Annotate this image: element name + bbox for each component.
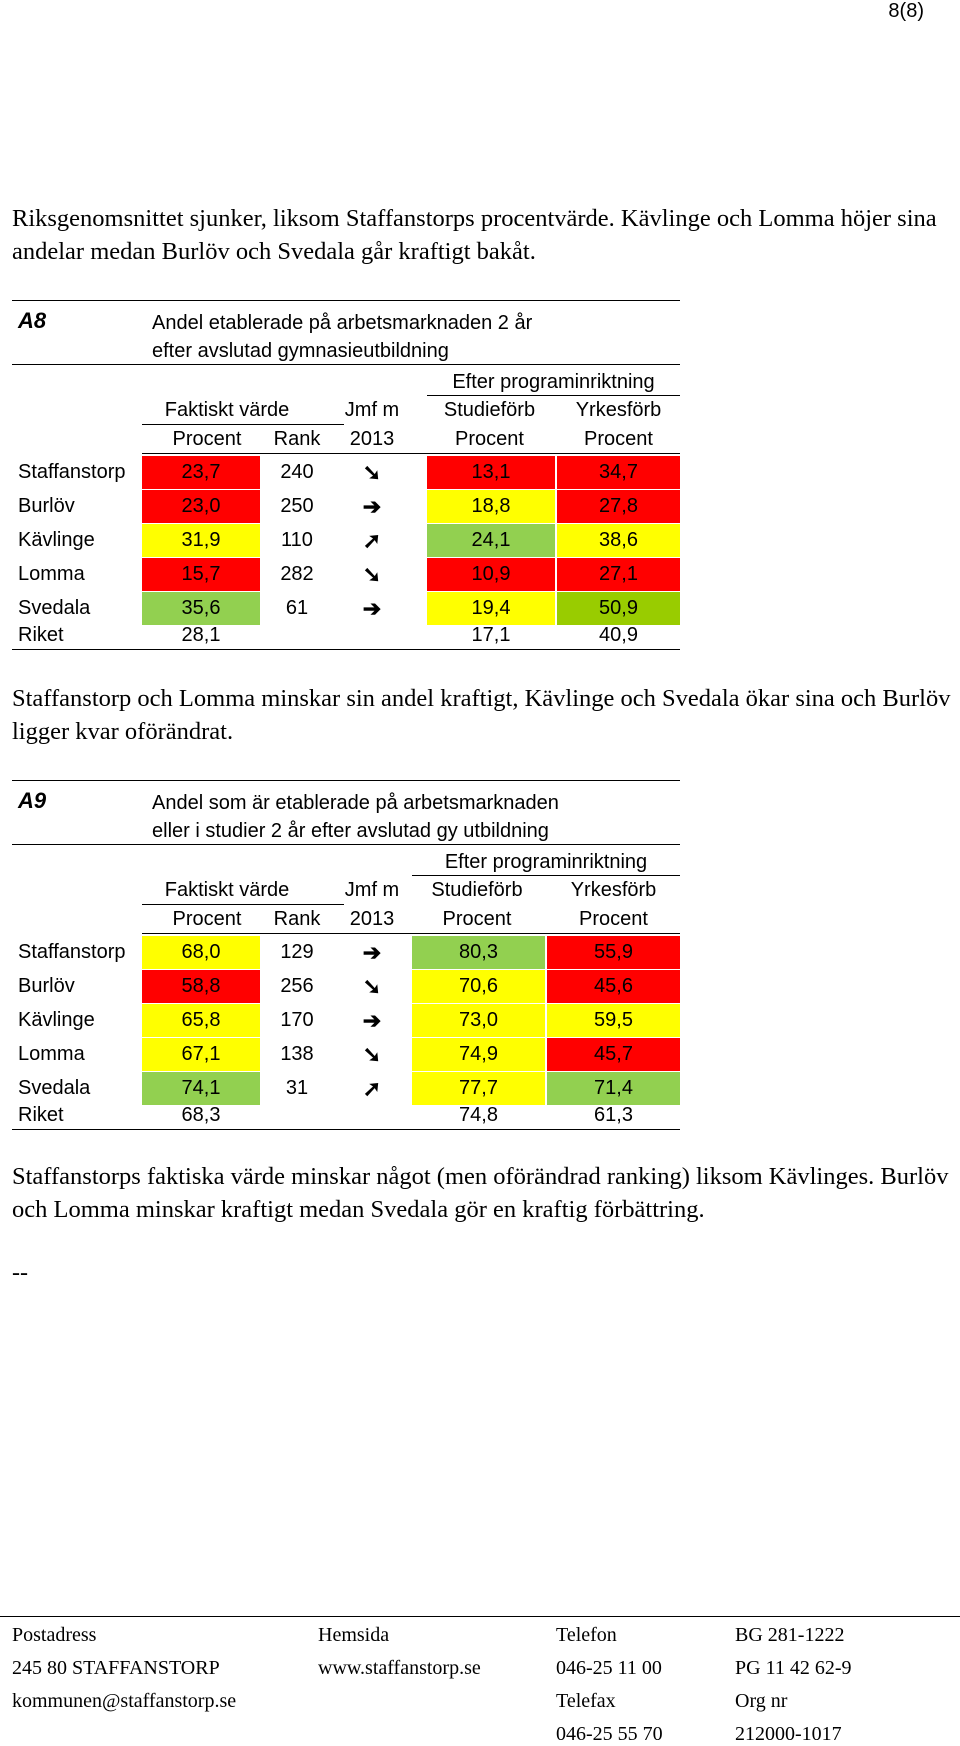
header-voc: Yrkesförb [575, 399, 662, 421]
study-cell: 70,6 [412, 970, 545, 1003]
voc-cell: 38,6 [557, 524, 680, 557]
value-cell: 31,9 [142, 524, 260, 557]
header-voc: Yrkesförb [570, 879, 657, 901]
table-row [12, 558, 680, 591]
sub-voc-percent: Procent [584, 428, 653, 450]
row-name: Kävlinge [18, 529, 95, 551]
rank-cell: 31 [285, 1077, 309, 1099]
row-name: Burlöv [18, 495, 75, 517]
voc-cell: 59,5 [547, 1004, 680, 1037]
study-cell: 77,7 [412, 1072, 545, 1105]
table-a9 [12, 780, 680, 1130]
arrow-down-icon: ➘ [362, 460, 382, 485]
value-cell: 35,6 [142, 592, 260, 625]
sub-year: 2013 [349, 428, 395, 450]
sub-percent: Procent [172, 908, 242, 930]
study-cell: 74,9 [412, 1038, 545, 1071]
footer-phone: 046-25 11 00 [556, 1657, 662, 1679]
sub-study-percent: Procent [455, 428, 524, 450]
footer-postal-address: 245 80 STAFFANSTORP [12, 1657, 220, 1679]
study-cell: 80,3 [412, 936, 545, 969]
header-program: Efter programinriktning [444, 851, 648, 873]
table-row [12, 1004, 680, 1037]
rank-cell: 61 [285, 597, 309, 619]
value-cell: 68,0 [142, 936, 260, 969]
footer-bankgiro: BG 281-1222 [735, 1624, 845, 1646]
value-cell: 65,8 [142, 1004, 260, 1037]
footer-website-label: Hemsida [318, 1624, 390, 1646]
row-name: Staffanstorp [18, 461, 126, 483]
arrow-right-icon: ➔ [362, 1008, 382, 1033]
row-name: Lomma [18, 1043, 85, 1065]
rank-cell: 129 [280, 941, 314, 963]
table-title-line2: efter avslutad gymnasieutbildning [152, 340, 449, 362]
table-row [12, 1038, 680, 1071]
study-cell: 74,8 [459, 1104, 498, 1126]
table-row [12, 490, 680, 523]
table-row [12, 970, 680, 1003]
voc-cell: 71,4 [547, 1072, 680, 1105]
voc-cell: 27,1 [557, 558, 680, 591]
footer-fax: 046-25 55 70 [556, 1723, 663, 1745]
study-cell: 19,4 [427, 592, 555, 625]
paragraph-intro: Riksgenomsnittet sjunker, liksom Staffanstorps procentvärde. Kävlinge och Lomma höjer sina andelar medan Burlöv och Svedala går kraftigt bakåt. [12, 205, 937, 265]
row-name: Staffanstorp [18, 941, 126, 963]
footer-postal-label: Postadress [12, 1624, 97, 1646]
value-cell: 68,3 [181, 1104, 221, 1126]
rank-cell: 240 [280, 461, 314, 483]
rank-cell: 256 [280, 975, 314, 997]
row-name: Riket [18, 624, 64, 646]
study-cell: 73,0 [412, 1004, 545, 1037]
header-study: Studieförb [431, 879, 523, 901]
study-cell: 24,1 [427, 524, 555, 557]
row-name: Kävlinge [18, 1009, 95, 1031]
sub-study-percent: Procent [442, 908, 512, 930]
voc-cell: 40,9 [599, 624, 638, 646]
sub-percent: Procent [172, 428, 242, 450]
value-cell: 74,1 [142, 1072, 260, 1105]
header-actual: Faktiskt värde [164, 399, 290, 421]
value-cell: 28,1 [181, 624, 221, 646]
arrow-down-icon: ➘ [362, 562, 382, 587]
value-cell: 15,7 [142, 558, 260, 591]
table-title-line1: Andel som är etablerade på arbetsmarknaden [152, 792, 559, 814]
rank-cell: 250 [280, 495, 314, 517]
rank-cell: 138 [280, 1043, 314, 1065]
footer-plusgiro: PG 11 42 62-9 [735, 1657, 852, 1679]
voc-cell: 45,7 [547, 1038, 680, 1071]
row-name: Svedala [18, 597, 91, 619]
sub-rank: Rank [273, 908, 321, 930]
header-study: Studieförb [443, 399, 536, 421]
study-cell: 18,8 [427, 490, 555, 523]
table-total-row [12, 621, 680, 650]
rank-cell: 170 [280, 1009, 314, 1031]
paragraph-a9-comment: Staffanstorps faktiska värde minskar något (men oförändrad ranking) liksom Kävlinges. Burlöv och Lomma minskar kraftigt medan Svedala gör en kraftig förbättring. [12, 1163, 949, 1223]
table-total-row [12, 1101, 680, 1130]
table-label: A8 [18, 308, 47, 333]
arrow-up-icon: ➚ [362, 528, 382, 553]
study-cell: 13,1 [427, 456, 555, 489]
table-row [12, 936, 680, 969]
page-number: 8(8) [888, 0, 924, 22]
table-row [12, 456, 680, 489]
footer-website-link[interactable]: www.staffanstorp.se [318, 1657, 481, 1679]
table-a8 [12, 300, 680, 650]
value-cell: 58,8 [142, 970, 260, 1003]
header-compare: Jmf m [344, 399, 400, 421]
value-cell: 67,1 [142, 1038, 260, 1071]
footer-fax-label: Telefax [556, 1690, 616, 1712]
row-name: Svedala [18, 1077, 91, 1099]
sub-voc-percent: Procent [579, 908, 648, 930]
voc-cell: 50,9 [557, 592, 680, 625]
rank-cell: 110 [281, 529, 313, 551]
arrow-down-icon: ➘ [362, 1042, 382, 1067]
row-name: Lomma [18, 563, 85, 585]
value-cell: 23,7 [142, 456, 260, 489]
voc-cell: 45,6 [547, 970, 680, 1003]
header-actual: Faktiskt värde [164, 879, 290, 901]
header-compare: Jmf m [344, 879, 400, 901]
end-marker: -- [12, 1260, 28, 1286]
study-cell: 17,1 [471, 624, 511, 646]
row-name: Riket [18, 1104, 64, 1126]
table-row [12, 524, 680, 557]
footer-email-link[interactable]: kommunen@staffanstorp.se [12, 1690, 237, 1712]
header-program: Efter programinriktning [452, 371, 655, 393]
voc-cell: 34,7 [557, 456, 680, 489]
table-title-line2: eller i studier 2 år efter avslutad gy utbildning [152, 820, 549, 842]
arrow-right-icon: ➔ [362, 596, 382, 621]
rank-cell: 282 [280, 563, 314, 585]
voc-cell: 55,9 [547, 936, 680, 969]
sub-year: 2013 [349, 908, 395, 930]
arrow-right-icon: ➔ [362, 940, 382, 965]
footer-orgnr-label: Org nr [735, 1690, 788, 1712]
table-title-line1: Andel etablerade på arbetsmarknaden 2 år [152, 312, 533, 334]
row-name: Burlöv [18, 975, 75, 997]
study-cell: 10,9 [427, 558, 555, 591]
arrow-right-icon: ➔ [362, 494, 382, 519]
footer-phone-label: Telefon [556, 1624, 617, 1646]
footer-orgnr: 212000-1017 [735, 1723, 842, 1745]
paragraph-a8-comment: Staffanstorp och Lomma minskar sin andel kraftigt, Kävlinge och Svedala ökar sina och Burlöv ligger kvar oförändrat. [12, 685, 951, 745]
arrow-down-icon: ➘ [362, 974, 382, 999]
voc-cell: 27,8 [557, 490, 680, 523]
table-label: A9 [18, 788, 47, 813]
value-cell: 23,0 [142, 490, 260, 523]
sub-rank: Rank [273, 428, 321, 450]
arrow-up-icon: ➚ [362, 1076, 382, 1101]
voc-cell: 61,3 [594, 1104, 633, 1126]
